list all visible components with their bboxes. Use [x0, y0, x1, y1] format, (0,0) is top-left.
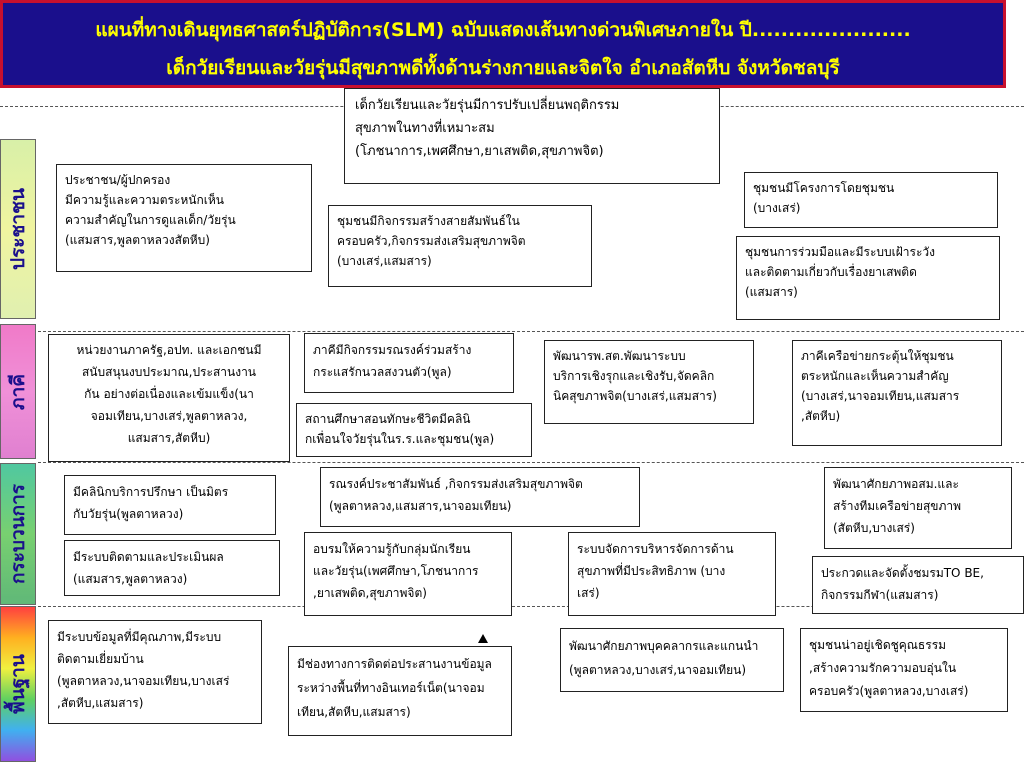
box-line: กัน อย่างต่อเนื่องและเข้มแข็ง(นา	[84, 387, 254, 401]
box-line: (พูลตาหลวง,นาจอมเทียน,บางเสร่	[57, 674, 230, 688]
perspective-foundation-label: พื้นฐาน	[7, 654, 29, 714]
box-line: มีความรู้และความตระหนักเห็น	[65, 193, 224, 207]
box-line: ชุมชนน่าอยู่เชิดชูคุณธรรม	[809, 638, 947, 652]
box-line: (บางเสร่)	[753, 201, 801, 215]
box-line: พัฒนารพ.สต.พัฒนาระบบ	[553, 349, 686, 363]
box-line: (พูลตาหลวง,บางเสร่,นาจอมเทียน)	[569, 663, 747, 677]
foundation-internet-box	[288, 646, 512, 736]
box-line: ครอบครัว,กิจกรรมส่งเสริมสุขภาพจิต	[337, 234, 526, 248]
process-volunteer-box	[824, 467, 1012, 549]
box-line: (แสมสาร)	[745, 285, 798, 299]
box-line: อบรมให้ความรู้กับกลุ่มนักเรียน	[313, 542, 471, 556]
box-line: และติดตามเกี่ยวกับเรื่องยาเสพติด	[745, 265, 917, 279]
process-contest-box	[812, 556, 1024, 614]
box-line: ภาคีมีกิจกรรมรณรงค์ร่วมสร้าง	[313, 343, 472, 357]
foundation-moral-community-box	[800, 628, 1008, 712]
box-line: (แสมสาร,พูลตาหลวง)	[73, 572, 188, 586]
box-line: (แสมสาร,พูลตาหลวงสัตหีบ)	[65, 233, 210, 247]
box-line: พัฒนาศักยภาพอสม.และ	[833, 477, 959, 491]
box-line: ความสำคัญในการดูแลเด็ก/วัยรุ่น	[65, 213, 236, 227]
box-line: ระบบจัดการบริหารจัดการด้าน	[577, 542, 734, 556]
box-line: รณรงค์ประชาสัมพันธ์ ,กิจกรรมส่งเสริมสุขภาพจิต	[329, 477, 583, 491]
stakeholder-network-box	[792, 340, 1002, 446]
box-line: ประชาชน/ผู้ปกครอง	[65, 173, 171, 187]
foundation-data-system-box	[48, 620, 262, 724]
stakeholder-campaign-box	[304, 333, 514, 393]
people-family-box	[328, 205, 592, 287]
perspective-foundation	[0, 606, 36, 762]
box-line: กระแสรักนวลสงวนตัว(พูล)	[313, 365, 452, 379]
box-line: (พูลตาหลวง,แสมสาร,นาจอมเทียน)	[329, 499, 512, 513]
box-line: ,สัตหีบ)	[801, 409, 841, 423]
stakeholder-hospital-box	[544, 340, 754, 424]
perspective-people-label: ประชาชน	[7, 188, 29, 270]
title-banner	[0, 0, 1006, 88]
separator-people-stakeholder	[38, 331, 1024, 332]
process-clinic-box	[64, 475, 276, 535]
box-line: (บางเสร่,นาจอมเทียน,แสมสาร	[801, 389, 960, 403]
box-line: มีระบบติดตามและประเมินผล	[73, 550, 224, 564]
goal-box	[344, 88, 720, 184]
box-line: ระหว่างพื้นที่ทางอินเทอร์เน็ต(นาจอม	[297, 681, 485, 695]
goal-line: เด็กวัยเรียนและวัยรุ่นมีการปรับเปลี่ยนพฤติกรรม	[355, 98, 620, 113]
people-community-project-box	[744, 172, 998, 228]
box-line: สุขภาพที่มีประสิทธิภาพ (บาง	[577, 564, 726, 578]
box-line: กับวัยรุ่น(พูลตาหลวง)	[73, 507, 184, 521]
people-parents-box	[56, 164, 312, 272]
box-line: ประกวดและจัดตั้งชมรมTO BE,	[821, 566, 984, 580]
box-line: เทียน,สัตหีบ,แสมสาร)	[297, 705, 411, 719]
box-line: ,สร้างความรักความอบอุ่นใน	[809, 661, 957, 675]
process-training-box	[304, 532, 512, 616]
box-line: ,สัตหีบ,แสมสาร)	[57, 696, 144, 710]
box-line: ,ยาเสพติด,สุขภาพจิต)	[313, 586, 427, 600]
perspective-stakeholder	[0, 324, 36, 459]
perspective-process	[0, 463, 36, 605]
foundation-personnel-box	[560, 628, 784, 692]
box-line: ชุมชนมีโครงการโดยชุมชน	[753, 181, 895, 195]
box-line: มีช่องทางการติดต่อประสานงานข้อมูล	[297, 657, 492, 671]
box-line: แสมสาร,สัตหีบ)	[127, 431, 211, 445]
goal-line: สุขภาพในทางที่เหมาะสม	[355, 121, 495, 136]
box-line: (บางเสร่,แสมสาร)	[337, 254, 432, 268]
people-drug-watch-box	[736, 236, 1000, 320]
box-line: มีระบบข้อมูลที่มีคุณภาพ,มีระบบ	[57, 630, 222, 644]
perspective-people	[0, 139, 36, 319]
box-line: ครอบครัว(พูลตาหลวง,บางเสร่)	[809, 684, 969, 698]
process-management-box	[568, 532, 776, 616]
box-line: ติดตามเยี่ยมบ้าน	[57, 652, 144, 666]
box-line: (สัตหีบ,บางเสร่)	[833, 521, 915, 535]
box-line: ชุมชนมีกิจกรรมสร้างสายสัมพันธ์ใน	[337, 214, 520, 228]
process-campaign-box	[320, 467, 640, 527]
box-line: หน่วยงานภาครัฐ,อปท. และเอกชนมี	[76, 343, 262, 357]
box-line: มีคลินิกบริการปรึกษา เป็นมิตร	[73, 485, 229, 499]
stakeholder-agencies-box	[48, 334, 290, 462]
goal-line: (โภชนาการ,เพศศึกษา,ยาเสพติด,สุขภาพจิต)	[355, 144, 604, 159]
triangle-marker-icon	[478, 634, 488, 643]
title-line-2: เด็กวัยเรียนและวัยรุ่นมีสุขภาพดีทั้งด้านร่างกายและจิตใจ อำเภอสัตหีบ จังหวัดชลบุรี	[166, 57, 840, 79]
process-monitoring-box	[64, 540, 280, 596]
box-line: นิคสุขภาพจิต(บางเสร่,แสมสาร)	[553, 389, 717, 403]
perspective-stakeholder-label: ภาคี	[7, 373, 29, 410]
box-line: เสร่)	[577, 586, 600, 600]
title-line-1: แผนที่ทางเดินยุทธศาสตร์ปฏิบัติการ(SLM) ฉบับแสดงเส้นทางด่วนพิเศษภายใน ปี......................	[95, 19, 911, 41]
box-line: ตระหนักและเห็นความสำคัญ	[801, 369, 949, 383]
box-line: บริการเชิงรุกและเชิงรับ,จัดคลิก	[553, 369, 715, 383]
box-line: จอมเทียน,บางเสร่,พูลตาหลวง,	[90, 409, 248, 423]
box-line: สนับสนุนงบประมาณ,ประสานงาน	[81, 365, 257, 379]
box-line: ภาคีเครือข่ายกระตุ้นให้ชุมชน	[801, 349, 954, 363]
box-line: กเพื่อนใจวัยรุ่นในร.ร.และชุมชน(พูล)	[305, 432, 495, 446]
box-line: พัฒนาศักยภาพบุคคลากรและแกนนำ	[569, 639, 759, 653]
box-line: กิจกรรมกีฬา(แสมสาร)	[821, 588, 939, 602]
stakeholder-school-clinic-box	[296, 403, 532, 457]
box-line: และวัยรุ่น(เพศศึกษา,โภชนาการ	[313, 564, 479, 578]
box-line: ชุมชนการร่วมมือและมีระบบเฝ้าระวัง	[745, 245, 935, 259]
separator-stakeholder-process	[38, 462, 1024, 463]
perspective-process-label: กระบวนการ	[7, 483, 29, 585]
box-line: สร้างทีมเครือข่ายสุขภาพ	[833, 499, 962, 513]
box-line: สถานศึกษาสอนทักษะชีวิตมีคลินิ	[305, 412, 471, 426]
